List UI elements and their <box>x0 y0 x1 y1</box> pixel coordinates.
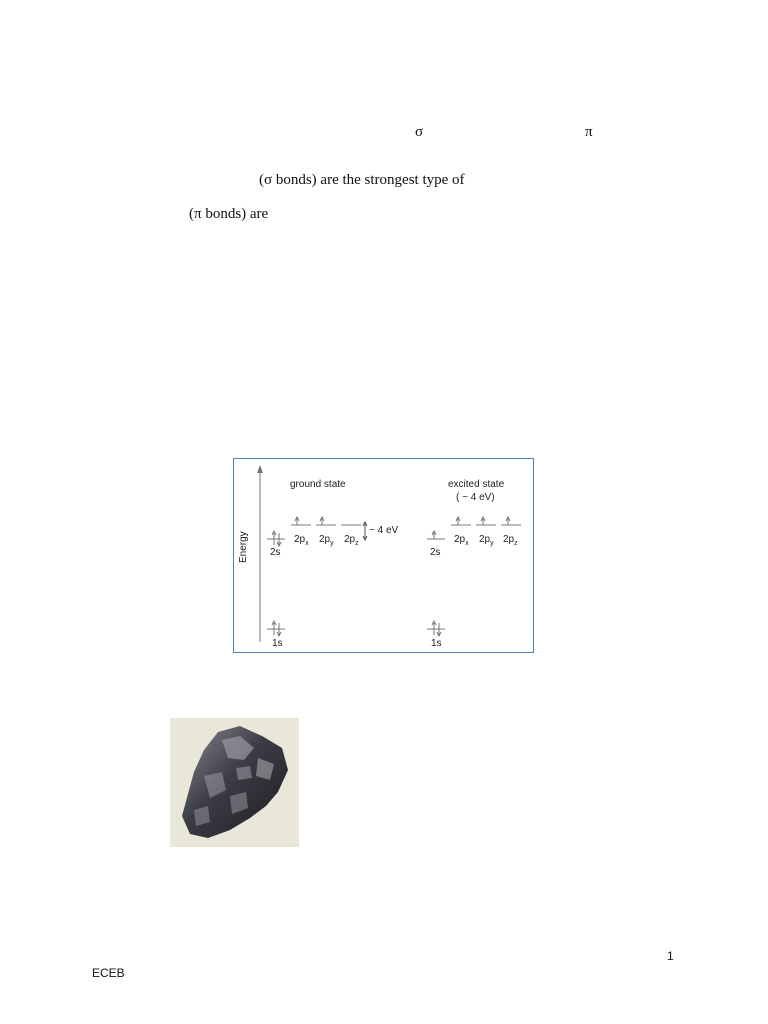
excited-state-title: excited state <box>448 479 505 490</box>
ground-2py-label: $2p_y$ <box>319 534 334 547</box>
energy-axis <box>257 465 263 642</box>
ground-2s-level <box>267 531 285 546</box>
excited-2py-label: $2p_y$ <box>479 534 494 547</box>
coal-rock-photo <box>170 718 299 847</box>
pi-bonds-sentence: (π bonds) are <box>189 206 269 222</box>
ground-state-title: ground state <box>290 479 346 490</box>
excited-state-subtitle: ( ~ 4 eV) <box>456 492 495 503</box>
excited-2pz-label: $2p_z$ <box>503 534 518 547</box>
excited-1s-level <box>427 621 445 636</box>
excited-2s-level <box>427 531 445 539</box>
excited-2px-label: $2p_x$ <box>454 534 469 547</box>
energy-level-diagram <box>233 458 534 653</box>
energy-gap-label: ~ 4 eV <box>369 525 399 536</box>
sigma-symbol: σ <box>415 124 424 140</box>
excited-1s-label: 1s <box>431 638 442 649</box>
ground-2py-level <box>316 517 336 525</box>
ground-1s-level <box>267 621 285 636</box>
ground-1s-label: 1s <box>272 638 283 649</box>
excited-2px-level <box>451 517 471 525</box>
page-number: 1 <box>667 949 674 963</box>
ground-2px-label: $2p_x$ <box>294 534 309 547</box>
ground-2px-level <box>291 517 311 525</box>
energy-axis-label: Energy <box>238 531 249 563</box>
ground-2pz-label: $2p_z$ <box>344 534 359 547</box>
ground-2s-label: 2s <box>270 547 281 558</box>
sigma-bonds-sentence: (σ bonds) are the strongest type of <box>259 172 465 188</box>
footer-text: ECEB <box>92 966 125 980</box>
excited-2pz-level <box>501 517 521 525</box>
pi-symbol: π <box>585 124 593 140</box>
excited-2s-label: 2s <box>430 547 441 558</box>
energy-gap-arrow <box>363 522 367 540</box>
excited-2py-level <box>476 517 496 525</box>
